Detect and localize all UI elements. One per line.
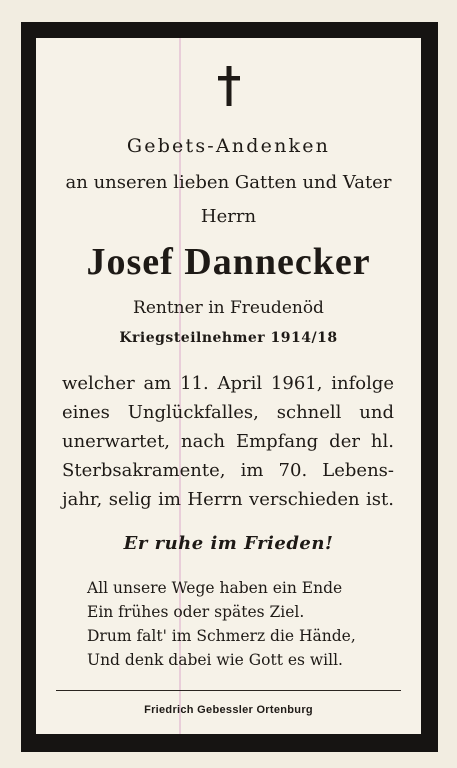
veteran-line: Kriegsteilnehmer 1914/18 [119, 330, 338, 346]
occupation-line: Rentner in Freudenöd [133, 298, 324, 318]
rest-in-peace-line: Er ruhe im Frieden! [123, 533, 334, 554]
honorific-line: Herrn [200, 206, 257, 227]
deceased-name: Josef Dannecker [86, 241, 371, 283]
body-line: welcher am 11. April 1961, infolge [62, 373, 394, 394]
body-line: Sterbsakramente, im 70. Lebens- [62, 460, 394, 481]
poem-line: All unsere Wege haben ein Ende [87, 579, 343, 597]
body-line: eines Unglückfalles, schnell und [62, 402, 394, 423]
body-line: unerwartet, nach Empfang der hl. [62, 431, 394, 452]
body-line: jahr, selig im Herrn verschieden ist. [62, 489, 394, 510]
latin-cross-icon [0, 66, 457, 110]
poem-line: Ein frühes oder spätes Ziel. [87, 603, 305, 621]
dedication-line: an unseren lieben Gatten und Vater [65, 172, 392, 193]
footer-divider [56, 690, 401, 691]
card-heading: Gebets-Andenken [126, 135, 331, 157]
printer-credit: Friedrich Gebessler Ortenburg [144, 704, 313, 716]
poem-line: Und denk dabei wie Gott es will. [87, 651, 343, 669]
poem-line: Drum falt' im Schmerz die Hände, [87, 627, 356, 645]
